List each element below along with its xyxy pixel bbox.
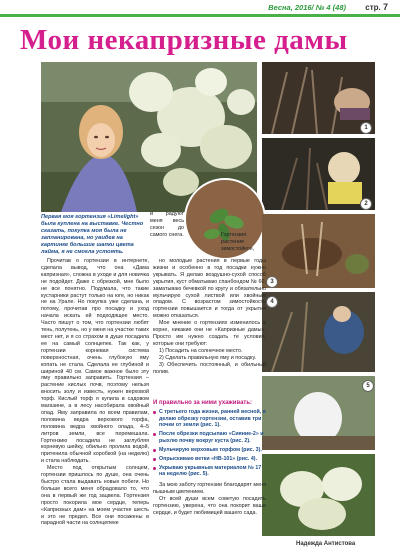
page-number: стр. 7 bbox=[365, 2, 388, 12]
list-line: 2) Сделать правильную яму и посадку. bbox=[159, 354, 257, 361]
closing-text bbox=[153, 482, 266, 517]
author-name: Надежда Антистова bbox=[296, 541, 356, 547]
issue-info: Весна, 2016/ № 4 (48) bbox=[268, 3, 346, 12]
column-1-text bbox=[41, 258, 149, 527]
care-item: Укрываю укрывным материалом № 17 на неделю (рис. 5). bbox=[153, 465, 266, 478]
page-header bbox=[0, 0, 400, 14]
care-item: После обрезки подсыпаю «Сияние-2» и рыхлю почву вокруг куста (рис. 2). bbox=[153, 431, 266, 444]
paragraph: но молодые растения в первые годы жизни и особенно в год посадки нужно укрывать. Я делаю воздушно-сухой способ укрытия, куст обматываю спанбондом № 60, заматываю бечевкой по кругу и обязательно мульчирую сухой листвой или хвойным опадом. С возрастом зимостойкость гортензии повышается и тогда от укрытия можно отказаться. bbox=[153, 258, 266, 320]
photo-2 bbox=[262, 138, 375, 210]
photo-badge-2: 2 bbox=[360, 198, 372, 210]
list-line: 3) Обеспечить постоянный, и обильный полив. bbox=[153, 361, 266, 375]
photo-5 bbox=[262, 376, 375, 450]
care-list-heading: И правильно за ними ухаживать: bbox=[153, 400, 253, 406]
care-item: Опрыскиваю ветки «НВ-101» (рис. 4). bbox=[153, 456, 266, 463]
col2-top-fragment: и радуют меня весь сезон до самого снега. bbox=[150, 211, 184, 238]
list-line: 1) Посадить на солнечное место. bbox=[159, 347, 243, 354]
paragraph: Прочитав о гортензии в интернете, сделала вывод, что она «Дама капризная», сложна в уходе и для новичка не подойдет. Даже с обрезкой, мне было не все понятно. Подумала, что такие кустарники растут только на юге, но никак не на Урале. Но покупка уже сделана, и потому, прочитав про посадку и уход начала искать ей подходящее место. Часто пишут о том, что гортензии любят тень, полутень, но у меня на участке таких мест нет, и я со страхом в душе посадила ее на самый солнцепек. Так как, у гортензии корневая система поверхностная, очень глубокую яму копать не стала. Сделала ее глубиной и шириной 40 см. Самое важное было эту яму правильно заправить. Гортензия – растение кислых почв, поэтому нельзя вносить золу и известь, нужен верховой торф. Кислый торф я купила в садовом магазине, а в лесу насобирала хвойный опад. Яму заправила по всем правилам, половина ведра верхового торфа, половина ведра хвойного опада, 4–5 литров земли, все перемешала. Гортензию посадила не заглубляя корневую шейку, обильно пролила водой, притенила обычной коробкой (на неделю) и стала наблюдать. bbox=[41, 258, 149, 465]
photo-4 bbox=[262, 292, 375, 372]
photo-badge-3: 3 bbox=[266, 276, 278, 288]
header-rule bbox=[0, 14, 400, 17]
paragraph: Мое мнение о гортензиях изменилось в корне, никакие они не «Капризные дамы». Просто им нужно создать те условия, которые они требуют: bbox=[153, 320, 266, 347]
care-item: Мульчирую верховым торфом (рис. 3). bbox=[153, 447, 266, 454]
photo-caption: Первая моя гортензия «Limelight» была куплена на выставке. Честно сказать, покупка моя была не запланирована, но увидев на картинке большие шапки цвета лайма, я не смогла устоять. bbox=[41, 214, 144, 255]
article-title: Мои некапризные дамы bbox=[20, 24, 348, 56]
paragraph: Место под открытым солнцем, гортензии пришлось по душе, она очень быстро стала выдавать новые побеги. Но больше всего меня обрадовало то, что она в первый же год зацвела. Гортензия просто покорила мое сердце, теперь «Капризных дам» на моем участке шесть и это не предел. Все они посажены в парадной части на солнцепеке bbox=[41, 465, 149, 527]
paragraph: За мою заботу гортензии благодарят меня пышным цветением. bbox=[153, 482, 266, 495]
care-list bbox=[153, 400, 266, 480]
photo-1 bbox=[262, 62, 375, 134]
column-2-text bbox=[153, 258, 266, 375]
photo-badge-4: 4 bbox=[266, 296, 278, 308]
col2-fragment: Гортензия растение зимостойкое, bbox=[221, 232, 255, 252]
paragraph: От всей души всем советую посадить гортензию, уверена, что она покорит ваше сердце, и будет любимицей вашего сада. bbox=[153, 495, 266, 516]
photo-6 bbox=[262, 454, 375, 536]
photo-badge-1: 1 bbox=[360, 122, 372, 134]
photo-3 bbox=[262, 214, 375, 288]
photo-badge-5: 5 bbox=[362, 380, 374, 392]
care-item: С третьего года жизни, ранней весной, я делаю обрезку гортензии, оставив три почки от земли (рис. 1). bbox=[153, 409, 266, 429]
